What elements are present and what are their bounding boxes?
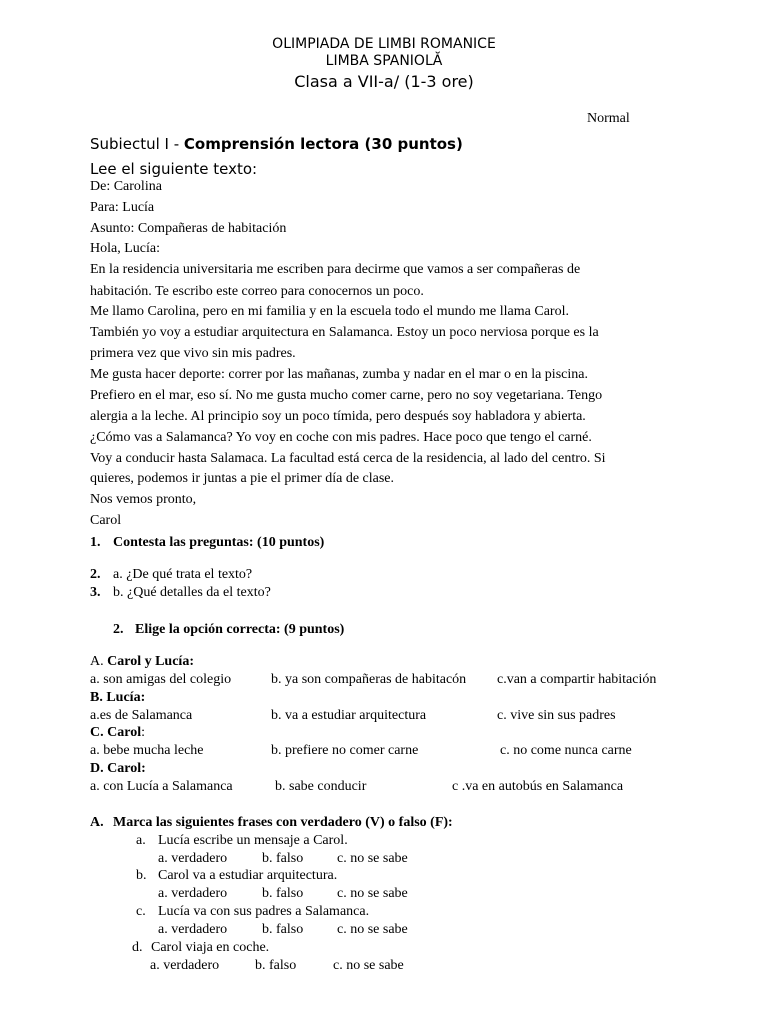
q2-number: 2. — [113, 622, 124, 637]
q3-option: a. verdadero — [150, 958, 220, 973]
q2-group-stem — [90, 725, 145, 741]
q2-group-letter: A. — [90, 654, 104, 669]
email-line: Nos vemos pronto, — [90, 492, 197, 507]
email-line: Para: Lucía — [90, 200, 155, 215]
q1-item-text: a. ¿De qué trata el texto? — [113, 567, 253, 582]
q2-option: c. no come nunca carne — [500, 743, 632, 758]
email-line: ¿Cómo vas a Salamanca? Yo voy en coche con mis padres. Hace poco que tengo el carné. — [90, 430, 592, 445]
q3-item-letter: b. — [136, 868, 147, 883]
q3-item-text: Lucía va con sus padres a Salamanca. — [158, 904, 370, 919]
header-subtitle: LIMBA SPANIOLĂ — [325, 53, 443, 69]
email-line: Voy a conducir hasta Salamaca. La facultad está cerca de la residencia, al lado del centro. Si — [90, 451, 606, 466]
q3-item-letter: d. — [132, 940, 143, 955]
email-line: Prefiero en el mar, eso sí. No me gusta mucho comer carne, pero no soy vegetariana. Tengo — [90, 388, 603, 403]
q1-item-number: 3. — [90, 585, 101, 600]
q2-group-stem — [90, 690, 145, 706]
q3-option: c. no se sabe — [333, 958, 404, 973]
q3-item-letter: c. — [136, 904, 146, 919]
subject-prefix: Subiectul I - — [90, 135, 184, 153]
subject-title: Comprensión lectora (30 puntos) — [183, 135, 463, 153]
q2-group-stem-text: Carol: — [107, 761, 146, 776]
email-line: alergia a la leche. Al principio soy un poco tímida, pero después soy habladora y abierta. — [90, 409, 586, 424]
q2-group-stem — [90, 654, 194, 670]
q3-option: b. falso — [262, 851, 304, 866]
q2-title: Elige la opción correcta: (9 puntos) — [135, 622, 345, 637]
email-line: Asunto: Compañeras de habitación — [90, 221, 287, 236]
q3-item-letter: a. — [136, 833, 146, 848]
q2-group-colon: : — [141, 725, 145, 740]
q2-option: a.es de Salamanca — [90, 708, 193, 723]
q3-item-text: Lucía escribe un mensaje a Carol. — [158, 833, 348, 848]
email-line: Carol — [90, 513, 122, 528]
email-line: Me gusta hacer deporte: correr por las mañanas, zumba y nadar en el mar o en la piscina. — [90, 367, 588, 382]
q3-option: b. falso — [255, 958, 297, 973]
email-line: quieres, podemos ir juntas a pie el primer día de clase. — [90, 471, 395, 486]
email-line: Me llamo Carolina, pero en mi familia y en la escuela todo el mundo me llama Carol. — [90, 304, 569, 319]
q2-group-stem-text: Carol y Lucía: — [107, 654, 194, 669]
email-line: habitación. Te escribo este correo para conocernos un poco. — [90, 284, 424, 299]
q3-item-text: Carol viaja en coche. — [151, 940, 270, 955]
q3-option: a. verdadero — [158, 886, 228, 901]
header-class: Clasa a VII-a/ (1-3 ore) — [294, 72, 474, 91]
email-line: También yo voy a estudiar arquitectura en Salamanca. Estoy un poco nerviosa porque es la — [90, 325, 599, 340]
q2-option: a. con Lucía a Salamanca — [90, 779, 233, 794]
q3-option: c. no se sabe — [337, 886, 408, 901]
q2-group-letter: D. — [90, 761, 104, 776]
q2-option: b. sabe conducir — [275, 779, 367, 794]
header-title: OLIMPIADA DE LIMBI ROMANICE — [272, 36, 496, 52]
q3-option: c. no se sabe — [337, 851, 408, 866]
q2-group-stem — [90, 761, 146, 777]
subject-heading — [90, 135, 463, 153]
q2-option: b. va a estudiar arquitectura — [271, 708, 427, 723]
q2-group-stem-text: Lucía: — [106, 690, 146, 705]
q3-option: c. no se sabe — [337, 922, 408, 937]
q3-option: b. falso — [262, 922, 304, 937]
q2-option: c. vive sin sus padres — [497, 708, 616, 723]
q2-group-letter: C. — [90, 725, 104, 740]
instruction: Lee el siguiente texto: — [90, 160, 258, 178]
q3-title: Marca las siguientes frases con verdadero (V) o falso (F): — [113, 815, 453, 830]
email-line: Hola, Lucía: — [90, 241, 160, 256]
email-line: De: Carolina — [90, 179, 162, 194]
q1-item-text: b. ¿Qué detalles da el texto? — [113, 585, 271, 600]
q3-option: b. falso — [262, 886, 304, 901]
level-label: Normal — [587, 111, 630, 126]
q2-group-stem-text: Carol — [107, 725, 142, 740]
q2-option: a. bebe mucha leche — [90, 743, 204, 758]
q3-number: A. — [90, 815, 104, 830]
q2-option: c.van a compartir habitación — [497, 672, 657, 687]
q3-option: a. verdadero — [158, 851, 228, 866]
email-line: primera vez que vivo sin mis padres. — [90, 346, 296, 361]
q3-option: a. verdadero — [158, 922, 228, 937]
q1-title: Contesta las preguntas: (10 puntos) — [113, 535, 325, 550]
q3-item-text: Carol va a estudiar arquitectura. — [158, 868, 338, 883]
q2-group-letter: B. — [90, 690, 103, 705]
q2-option: c .va en autobús en Salamanca — [452, 779, 624, 794]
q1-number: 1. — [90, 535, 101, 550]
q2-option: b. ya son compañeras de habitacón — [271, 672, 467, 687]
q2-option: b. prefiere no comer carne — [271, 743, 419, 758]
q1-item-number: 2. — [90, 567, 101, 582]
email-line: En la residencia universitaria me escriben para decirme que vamos a ser compañeras de — [90, 262, 581, 277]
q2-option: a. son amigas del colegio — [90, 672, 232, 687]
